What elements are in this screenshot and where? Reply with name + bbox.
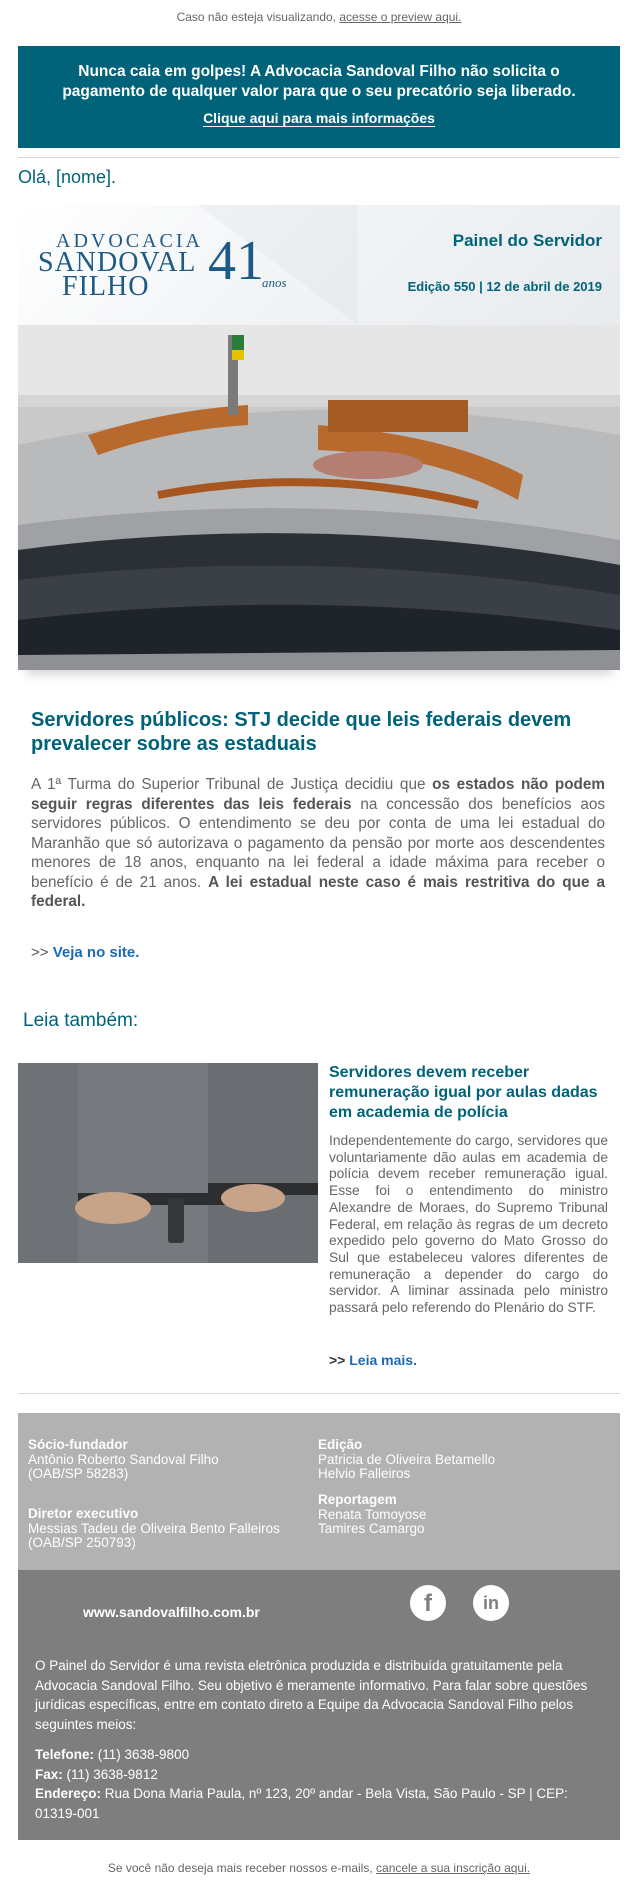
contact-info: [35, 1745, 605, 1823]
unsubscribe-bar: Se você não deseja mais receber nossos e-mails, cancele a sua inscrição aqui.: [107, 1861, 531, 1875]
preview-bar: [0, 10, 638, 24]
founder-credit: Sócio-fundador Antônio Roberto Sandoval Filho (OAB/SP 58283): [28, 1437, 219, 1481]
preview-link[interactable]: acesse o preview aqui.: [339, 10, 462, 24]
address-row: Endereço: Rua Dona Maria Paula, nº 123, 20º andar - Bela Vista, São Paulo - SP | CEP: 01319-001: [35, 1786, 568, 1821]
see-on-site-link[interactable]: Veja no site.: [52, 944, 140, 961]
article-title: Servidores públicos: STJ decide que leis federais devem prevalecer sobre as estaduais: [31, 709, 572, 755]
related-article-body: Independentemente do cargo, servidores que voluntariamente dão aulas em academia de polícia devem receber remuneração igual. Esse foi o entendimento do ministro Alexandre de Moraes, do Supremo Tribunal Federal, em relação às regras de um decreto expedido pelo governo do Mato Grosso do Sul que estabeleceu valores diferentes de remuneração a depender do cargo do servidor. A liminar assinada pelo ministro passará pelo referendo do Plenário do STF.: [329, 1133, 608, 1316]
divider: [18, 157, 620, 158]
website-link[interactable]: www.sandovalfilho.com.br: [83, 1604, 260, 1620]
reporting-credit: Reportagem Renata Tomoyose Tamires Camargo: [318, 1492, 427, 1536]
alert-more-info-link[interactable]: Clique aqui para mais informações: [203, 110, 435, 126]
linkedin-icon[interactable]: in: [473, 1585, 509, 1621]
read-more-row: >> Leia mais.: [329, 1352, 417, 1368]
alert-message: Nunca caia em golpes! A Advocacia Sandoval Filho não solicita o pagamento de qualquer valor para que o seu precatório seja liberado.: [62, 63, 576, 100]
edition-date: Edição 550 | 12 de abril de 2019: [407, 279, 602, 294]
scam-alert-banner: [18, 46, 620, 148]
phone-row: Telefone: (11) 3638-9800: [35, 1747, 190, 1762]
read-more-link[interactable]: Leia mais.: [349, 1352, 417, 1368]
footer: [18, 1570, 620, 1840]
newsletter-title: Painel do Servidor: [452, 231, 602, 250]
edition-credit: Edição Patricia de Oliveira Betamello Helvio Falleiros: [318, 1437, 496, 1481]
article-body: A 1ª Turma do Superior Tribunal de Justiça decidiu que os estados não podem seguir regras diferentes das leis federais na concessão dos benefícios aos servidores públicos. O entendimento se deu por conta de uma lei estadual do Maranhão que só autorizava o pagamento da pensão por morte aos descendentes menores de 18 anos, enquanto na lei federal a idade máxima para receber o benefício é de 21 anos. A lei estadual neste caso é mais restritiva do que a federal.: [31, 776, 605, 910]
greeting: Olá, [nome].: [18, 167, 117, 187]
preview-text: Caso não esteja visualizando,: [176, 10, 336, 24]
director-credit: Diretor executivo Messias Tadeu de Oliveira Bento Falleiros (OAB/SP 250793): [28, 1506, 280, 1550]
police-officers-photo: [18, 1063, 318, 1263]
court-session-photo: [18, 325, 620, 670]
about-text: O Painel do Servidor é uma revista eletrônica produzida e distribuída gratuitamente pela Advocacia Sandoval Filho. Seu objetivo é meramente informativo. Para falar sobre questões jurídicas específicas, entre em contato direto a Equipe da Advocacia Sandoval Filho pelos seguintes meios:: [35, 1658, 588, 1732]
divider: [18, 1393, 620, 1394]
related-article-title[interactable]: Servidores devem receber remuneração igual por aulas dadas em academia de polícia: [329, 1064, 598, 1121]
article-link-row: >> Veja no site.: [31, 944, 140, 961]
fax-row: Fax: (11) 3638-9812: [35, 1766, 158, 1782]
facebook-icon[interactable]: f: [410, 1585, 446, 1621]
credits-section: [18, 1413, 620, 1570]
company-logo: ADVOCACIA SANDOVAL FILHO: [38, 230, 203, 302]
unsubscribe-link[interactable]: cancele a sua inscrição aqui.: [376, 1861, 531, 1875]
newsletter-header: [18, 205, 620, 325]
read-also-heading: Leia também:: [23, 1010, 139, 1031]
anniversary-badge: 41 anos: [208, 230, 287, 292]
